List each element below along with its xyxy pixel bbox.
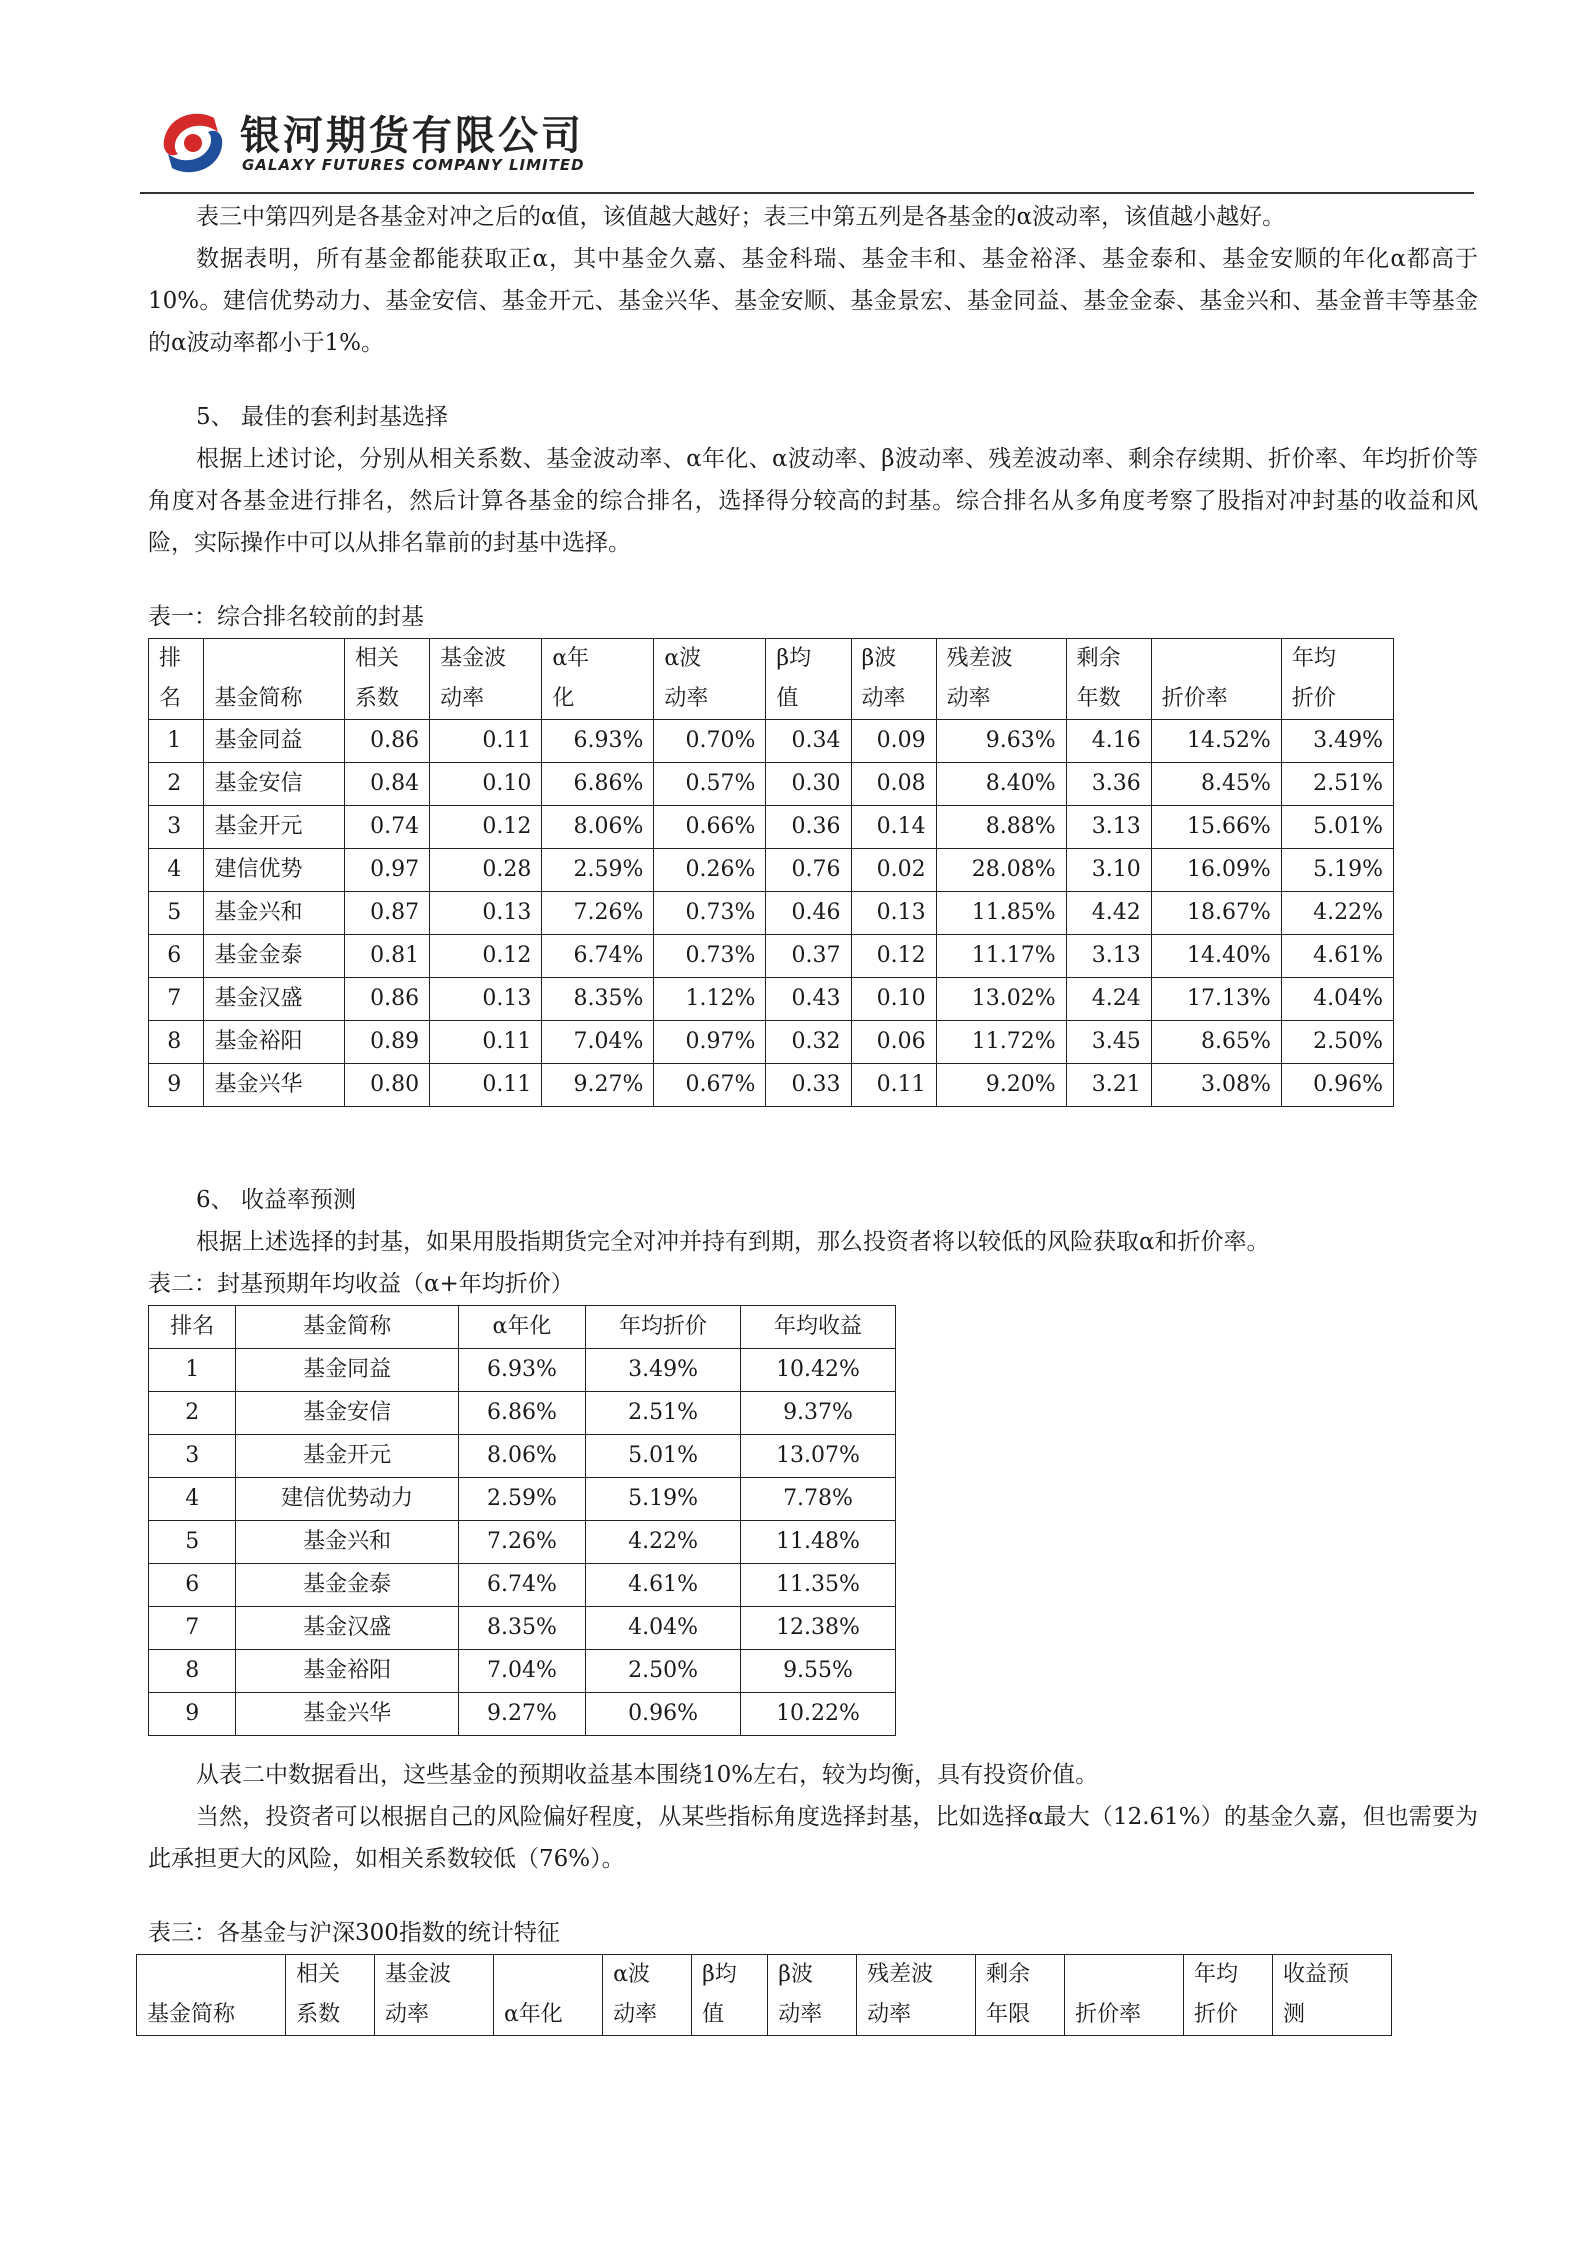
table-cell: 4.61% [586,1564,741,1607]
table-cell: 11.17% [936,935,1066,978]
table-cell: 0.13 [430,978,542,1021]
document-body [148,196,1478,2036]
table-cell: 6.93% [458,1349,585,1392]
table-cell: 4.04% [1281,978,1393,1021]
table-cell: 14.52% [1151,720,1281,763]
table-cell: 0.13 [430,892,542,935]
table-cell: 2 [149,1392,236,1435]
table-cell: 0.76 [766,849,851,892]
table-cell: 0.96% [586,1693,741,1736]
table-cell: 1 [149,1349,236,1392]
table-cell: 3.13 [1066,806,1151,849]
paragraph: 当然，投资者可以根据自己的风险偏好程度，从某些指标角度选择封基，比如选择α最大（12.61%）的基金久嘉，但也需要为此承担更大的风险，如相关系数较低（76%）。 [148,1804,1478,1872]
table-cell: 0.57% [654,763,766,806]
table-cell: 3 [149,1435,236,1478]
table-cell: 0.73% [654,892,766,935]
table-cell: 9.63% [936,720,1066,763]
column-header: 年均 折价 [1184,1955,1273,2036]
table-cell: 15.66% [1151,806,1281,849]
section-heading: 5、 最佳的套利封基选择 [196,404,448,430]
table-cell: 0.86 [345,720,430,763]
table-cell: 16.09% [1151,849,1281,892]
column-header: 年均 折价 [1281,639,1393,720]
table-cell: 0.10 [430,763,542,806]
table-cell: 9 [149,1693,236,1736]
table-cell: 3.08% [1151,1064,1281,1107]
table-cell: 8.88% [936,806,1066,849]
table-row [149,1607,896,1650]
column-header: 基金简称 [236,1306,458,1349]
column-header: 排 名 [149,639,204,720]
table-cell: 0.97 [345,849,430,892]
table-cell: 17.13% [1151,978,1281,1021]
table-cell: 2.51% [586,1392,741,1435]
table-cell: 0.70% [654,720,766,763]
table-cell: 0.34 [766,720,851,763]
table-cell: 13.02% [936,978,1066,1021]
table-cell: 0.30 [766,763,851,806]
table-cell: 3.49% [586,1349,741,1392]
column-header: β均 值 [766,639,851,720]
table-cell: 4 [149,1478,236,1521]
column-header: 残差波 动率 [857,1955,976,2036]
table-cell: 5.19% [1281,849,1393,892]
table-cell: 0.87 [345,892,430,935]
table-row [149,1650,896,1693]
table-cell: 8.45% [1151,763,1281,806]
table-cell: 8.06% [458,1435,585,1478]
table-cell: 11.48% [741,1521,896,1564]
column-header: 年均折价 [586,1306,741,1349]
column-header: α年化 [493,1955,602,2036]
table-cell: 9.27% [542,1064,654,1107]
table-cell: 3.13 [1066,935,1151,978]
table-cell: 基金同益 [204,720,345,763]
column-header: 折价率 [1151,639,1281,720]
table-cell: 0.80 [345,1064,430,1107]
table-cell: 0.97% [654,1021,766,1064]
table-caption: 表三：各基金与沪深300指数的统计特征 [148,1920,560,1946]
table-cell: 0.67% [654,1064,766,1107]
table-cell: 0.36 [766,806,851,849]
table-cell: 18.67% [1151,892,1281,935]
table-cell: 6.74% [458,1564,585,1607]
table-cell: 基金金泰 [204,935,345,978]
table-cell: 建信优势 [204,849,345,892]
table-row [149,1435,896,1478]
table-cell: 9.55% [741,1650,896,1693]
column-header: 基金波 动率 [430,639,542,720]
paragraph: 根据上述选择的封基，如果用股指期货完全对冲并持有到期，那么投资者将以较低的风险获取α和折价率。 [196,1229,1270,1255]
table-cell: 0.11 [430,1064,542,1107]
column-header: 相关 系数 [345,639,430,720]
table-cell: 0.14 [851,806,936,849]
table-statistics [136,1954,1392,2036]
table-cell: 0.11 [430,720,542,763]
table-cell: 0.32 [766,1021,851,1064]
table-cell: 4.16 [1066,720,1151,763]
table-expected-returns [148,1305,896,1736]
table-cell: 基金裕阳 [236,1650,458,1693]
table-cell: 28.08% [936,849,1066,892]
table-cell: 7 [149,978,204,1021]
table-cell: 0.10 [851,978,936,1021]
table-cell: 12.38% [741,1607,896,1650]
table-cell: 11.72% [936,1021,1066,1064]
table-cell: 0.08 [851,763,936,806]
table-cell: 8.40% [936,763,1066,806]
table-row [149,763,1394,806]
table-cell: 3.10 [1066,849,1151,892]
table-row [149,1521,896,1564]
table-cell: 3.36 [1066,763,1151,806]
table-cell: 0.84 [345,763,430,806]
table-caption: 表二：封基预期年均收益（α+年均折价） [148,1271,574,1297]
table-cell: 3.21 [1066,1064,1151,1107]
table-cell: 5 [149,1521,236,1564]
table-cell: 0.37 [766,935,851,978]
column-header: β波 动率 [851,639,936,720]
table-row [149,1349,896,1392]
table-cell: 5.19% [586,1478,741,1521]
table-cell: 6.86% [542,763,654,806]
table-cell: 0.11 [851,1064,936,1107]
table-cell: 0.26% [654,849,766,892]
table-row [149,720,1394,763]
paragraph: 从表二中数据看出，这些基金的预期收益基本围绕10%左右，较为均衡，具有投资价值。 [196,1762,1099,1788]
table-cell: 0.73% [654,935,766,978]
table-cell: 0.46 [766,892,851,935]
table-cell: 基金安信 [236,1392,458,1435]
table-cell: 0.09 [851,720,936,763]
table-cell: 9.37% [741,1392,896,1435]
table-cell: 0.12 [851,935,936,978]
table-cell: 8 [149,1021,204,1064]
table-cell: 基金同益 [236,1349,458,1392]
table-cell: 基金裕阳 [204,1021,345,1064]
column-header: α波 动率 [654,639,766,720]
table-cell: 10.22% [741,1693,896,1736]
table-cell: 13.07% [741,1435,896,1478]
table-cell: 4.04% [586,1607,741,1650]
table-cell: 2.59% [458,1478,585,1521]
table-cell: 10.42% [741,1349,896,1392]
table-cell: 0.11 [430,1021,542,1064]
column-header: 残差波 动率 [936,639,1066,720]
table-cell: 7.04% [542,1021,654,1064]
table-row [149,1693,896,1736]
table-cell: 4.24 [1066,978,1151,1021]
table-cell: 基金开元 [204,806,345,849]
table-cell: 0.96% [1281,1064,1393,1107]
table-cell: 9 [149,1064,204,1107]
table-cell: 基金开元 [236,1435,458,1478]
column-header: 收益预 测 [1272,1955,1391,2036]
table-cell: 4.61% [1281,935,1393,978]
table-cell: 0.12 [430,806,542,849]
table-row [149,1021,1394,1064]
column-header: 剩余 年限 [976,1955,1065,2036]
header-divider [140,192,1474,194]
table-cell: 基金汉盛 [236,1607,458,1650]
table-cell: 7.78% [741,1478,896,1521]
table-cell: 基金兴华 [236,1693,458,1736]
table-cell: 0.89 [345,1021,430,1064]
table-composite-ranking [148,638,1394,1107]
column-header: 排名 [149,1306,236,1349]
table-cell: 0.02 [851,849,936,892]
table-cell: 3.49% [1281,720,1393,763]
table-cell: 0.81 [345,935,430,978]
table-cell: 4.22% [586,1521,741,1564]
table-cell: 2.51% [1281,763,1393,806]
galaxy-logo-icon [156,106,230,180]
column-header: α年化 [458,1306,585,1349]
table-row [149,1564,896,1607]
column-header: α年 化 [542,639,654,720]
table-cell: 基金兴和 [204,892,345,935]
paragraph: 表三中第四列是各基金对冲之后的α值，该值越大越好；表三中第五列是各基金的α波动率，该值越小越好。 [196,204,1286,230]
table-cell: 基金汉盛 [204,978,345,1021]
table-cell: 8.06% [542,806,654,849]
table-row [149,1392,896,1435]
table-cell: 9.27% [458,1693,585,1736]
table-cell: 6 [149,1564,236,1607]
table-cell: 7 [149,1607,236,1650]
table-cell: 基金兴和 [236,1521,458,1564]
table-cell: 建信优势动力 [236,1478,458,1521]
column-header: 基金简称 [204,639,345,720]
table-cell: 1 [149,720,204,763]
table-cell: 5.01% [1281,806,1393,849]
column-header: 基金简称 [137,1955,286,2036]
table-cell: 2.50% [586,1650,741,1693]
table-cell: 8.65% [1151,1021,1281,1064]
company-name-cn: 银河期货有限公司 [240,113,584,159]
table-row [149,892,1394,935]
table-row [149,978,1394,1021]
table-cell: 0.43 [766,978,851,1021]
paragraph: 根据上述讨论，分别从相关系数、基金波动率、α年化、α波动率、β波动率、残差波动率、剩余存续期、折价率、年均折价等角度对各基金进行排名，然后计算各基金的综合排名，选择得分较高的封基。综合排名从多角度考察了股指对冲封基的收益和风险，实际操作中可以从排名靠前的封基中选择。 [148,446,1478,556]
table-cell: 3.45 [1066,1021,1151,1064]
table-cell: 8.35% [542,978,654,1021]
table-cell: 8 [149,1650,236,1693]
table-cell: 6.74% [542,935,654,978]
table-cell: 4.42 [1066,892,1151,935]
table-caption: 表一：综合排名较前的封基 [148,604,424,630]
column-header: 相关 系数 [286,1955,375,2036]
company-name-en: GALAXY FUTURES COMPANY LIMITED [242,156,585,174]
table-cell: 2.50% [1281,1021,1393,1064]
table-cell: 7.04% [458,1650,585,1693]
table-cell: 5.01% [586,1435,741,1478]
column-header: 折价率 [1065,1955,1184,2036]
column-header: 剩余 年数 [1066,639,1151,720]
table-cell: 5 [149,892,204,935]
table-cell: 0.33 [766,1064,851,1107]
table-row [149,1064,1394,1107]
column-header: α波 动率 [603,1955,692,2036]
table-cell: 0.12 [430,935,542,978]
table-cell: 4.22% [1281,892,1393,935]
table-cell: 6 [149,935,204,978]
table-cell: 7.26% [542,892,654,935]
table-row [149,935,1394,978]
table-cell: 11.35% [741,1564,896,1607]
section-heading: 6、 收益率预测 [196,1187,356,1213]
table-cell: 6.93% [542,720,654,763]
table-cell: 基金金泰 [236,1564,458,1607]
table-cell: 2.59% [542,849,654,892]
table-cell: 0.66% [654,806,766,849]
table-cell: 3 [149,806,204,849]
table-cell: 4 [149,849,204,892]
column-header: β波 动率 [768,1955,857,2036]
table-cell: 2 [149,763,204,806]
table-cell: 8.35% [458,1607,585,1650]
table-cell: 0.28 [430,849,542,892]
column-header: 基金波 动率 [374,1955,493,2036]
paragraph: 数据表明，所有基金都能获取正α，其中基金久嘉、基金科瑞、基金丰和、基金裕泽、基金泰和、基金安顺的年化α都高于10%。建信优势动力、基金安信、基金开元、基金兴华、基金安顺、基金景宏、基金同益、基金金泰、基金兴和、基金普丰等基金的α波动率都小于1%。 [148,246,1478,356]
table-cell: 基金兴华 [204,1064,345,1107]
table-cell: 14.40% [1151,935,1281,978]
table-cell: 6.86% [458,1392,585,1435]
column-header: 年均收益 [741,1306,896,1349]
table-cell: 1.12% [654,978,766,1021]
table-row [149,1478,896,1521]
table-row [149,806,1394,849]
table-cell: 0.13 [851,892,936,935]
table-row [149,849,1394,892]
column-header: β均 值 [692,1955,768,2036]
table-cell: 11.85% [936,892,1066,935]
table-cell: 7.26% [458,1521,585,1564]
page-header [150,100,1450,190]
table-cell: 0.06 [851,1021,936,1064]
table-cell: 0.74 [345,806,430,849]
table-cell: 9.20% [936,1064,1066,1107]
table-cell: 0.86 [345,978,430,1021]
table-cell: 基金安信 [204,763,345,806]
